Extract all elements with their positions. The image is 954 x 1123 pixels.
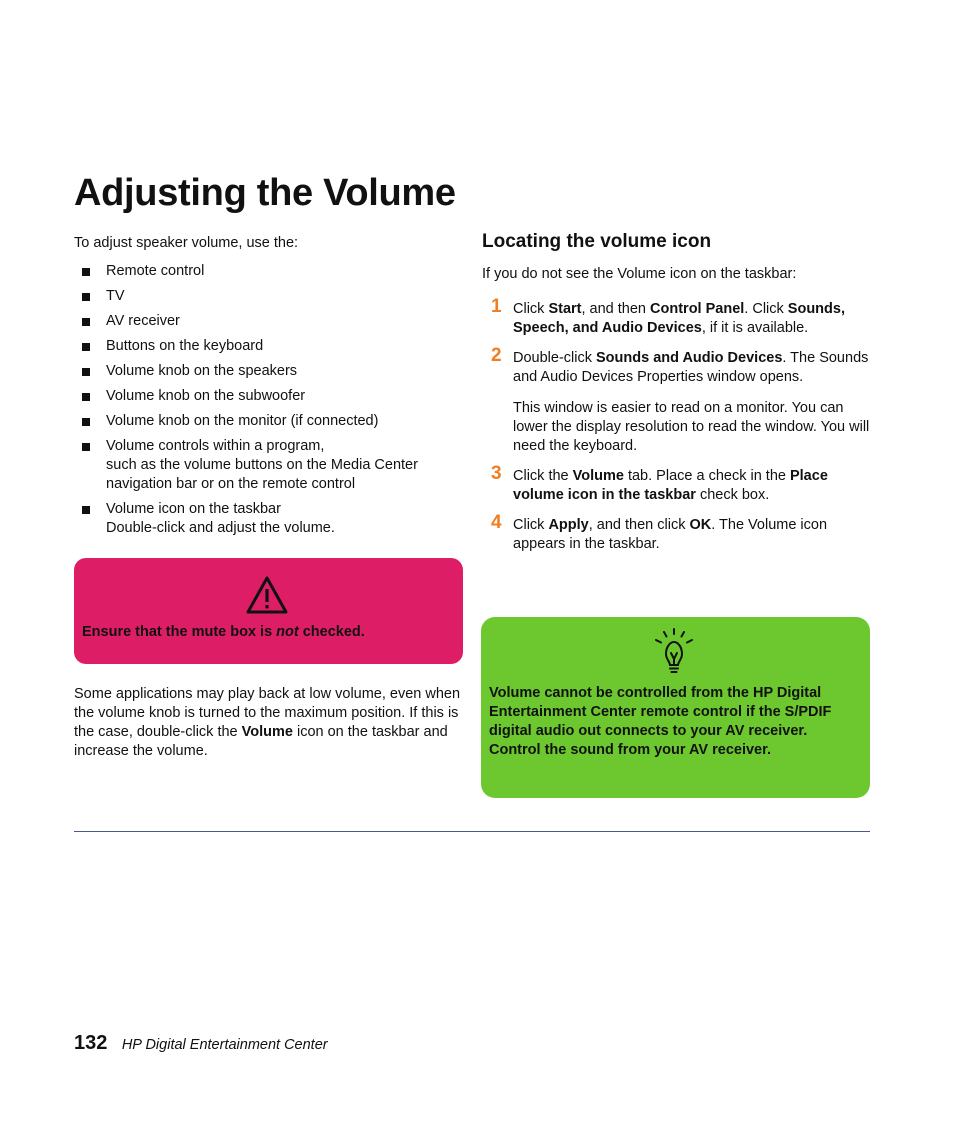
bullet-square-icon: [82, 293, 90, 301]
list-item: Volume controls within a program, such as the volume buttons on the Media Center navigation bar or on the remote control: [74, 437, 466, 494]
warning-text: Ensure that the mute box is not checked.: [82, 624, 365, 640]
bullet-square-icon: [82, 393, 90, 401]
list-item: Remote control: [74, 262, 466, 281]
lightbulb-icon: [651, 627, 697, 677]
page-title: Adjusting the Volume: [74, 172, 456, 214]
warning-triangle-icon: [246, 576, 288, 614]
section-divider: [74, 831, 870, 832]
left-column: [74, 234, 466, 544]
step-number: 4: [491, 512, 502, 533]
step-note: This window is easier to read on a monitor. You can lower the display resolution to read the window. You will need the keyboard.: [513, 400, 870, 454]
warning-note: [74, 558, 463, 664]
list-item: Volume knob on the speakers: [74, 362, 466, 381]
right-column: [482, 231, 870, 565]
list-item: TV: [74, 287, 466, 306]
bullet-square-icon: [82, 268, 90, 276]
list-item: Buttons on the keyboard: [74, 337, 466, 356]
bullet-square-icon: [82, 418, 90, 426]
bullet-square-icon: [82, 443, 90, 451]
document-title: HP Digital Entertainment Center: [121, 1037, 328, 1053]
list-item: Volume icon on the taskbar Double-click and adjust the volume.: [74, 500, 466, 538]
low-volume-paragraph: Some applications may play back at low volume, even when the volume knob is turned to the maximum position. If this is the case, double-click the Volume icon on the taskbar and increase the volume.: [74, 686, 461, 759]
list-item: Volume knob on the subwoofer: [74, 387, 466, 406]
bullet-square-icon: [82, 506, 90, 514]
page-number: 132: [74, 1032, 108, 1054]
tip-text: Volume cannot be controlled from the HP Digital Entertainment Center remote control if the S/PDIF digital audio out connects to your AV receiver. Control the sound from your AV receiver.: [489, 685, 832, 758]
tip-note: [481, 617, 870, 798]
list-item: AV receiver: [74, 312, 466, 331]
step-1: 1 Click Start, and then Control Panel. Click Sounds, Speech, and Audio Devices, if it is available.: [491, 296, 845, 336]
intro-text: To adjust speaker volume, use the:: [74, 235, 299, 251]
step-2: 2 Double-click Sounds and Audio Devices. The Sounds and Audio Devices Properties window opens. This window is easier to read on a monitor. You can lower the display resolution to read the window. You will need the keyboard.: [491, 345, 870, 454]
bullet-square-icon: [82, 368, 90, 376]
step-4: 4 Click Apply, and then click OK. The Volume icon appears in the taskbar.: [491, 512, 828, 552]
section-intro: If you do not see the Volume icon on the taskbar:: [482, 266, 797, 282]
step-3: 3 Click the Volume tab. Place a check in the Place volume icon in the taskbar check box.: [491, 463, 828, 503]
volume-controls-list: [74, 262, 466, 538]
step-number: 2: [491, 345, 502, 366]
list-item: Volume knob on the monitor (if connected): [74, 412, 466, 431]
page-footer: [74, 1032, 328, 1055]
step-number: 3: [491, 463, 502, 484]
section-heading: Locating the volume icon: [482, 231, 712, 252]
bullet-square-icon: [82, 343, 90, 351]
bullet-square-icon: [82, 318, 90, 326]
step-number: 1: [491, 296, 502, 317]
